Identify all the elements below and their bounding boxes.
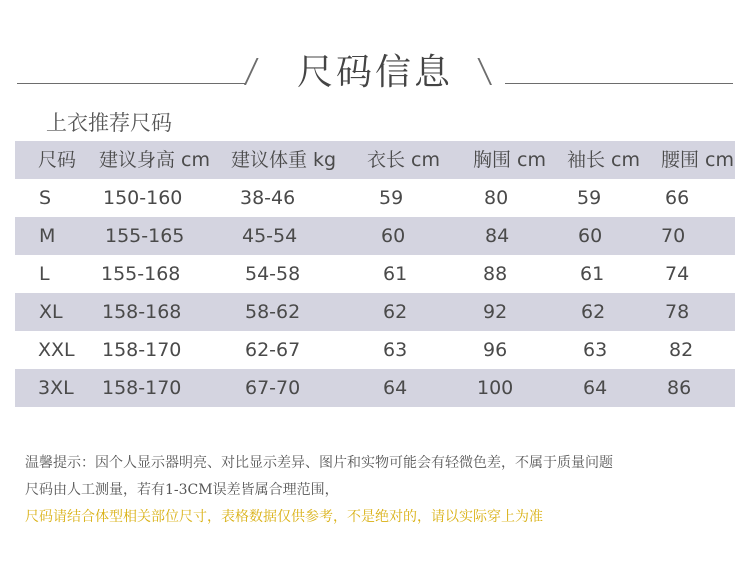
- header-divider-right: [505, 83, 733, 84]
- cell-length: 64: [383, 377, 408, 399]
- cell-length: 60: [381, 225, 406, 247]
- cell-waist: 74: [665, 263, 690, 285]
- cell-chest: 96: [483, 339, 508, 361]
- header-size: 尺码: [38, 149, 77, 171]
- size-table: [15, 141, 735, 407]
- cell-weight: 38-46: [240, 187, 296, 209]
- cell-height: 155-165: [105, 225, 185, 247]
- header-chest: 胸围 cm: [473, 149, 546, 171]
- note-measurement: 尺码由人工测量，若有1-3CM误差皆属合理范围，: [25, 482, 339, 498]
- header-length: 衣长 cm: [367, 149, 440, 171]
- cell-weight: 45-54: [242, 225, 298, 247]
- cell-height: 150-160: [103, 187, 183, 209]
- cell-sleeve: 60: [578, 225, 603, 247]
- header-height: 建议身高 cm: [99, 149, 210, 171]
- note-disclaimer: 温馨提示：因个人显示器明亮、对比显示差异、图片和实物可能会有轻微色差，不属于质量问题: [25, 455, 613, 471]
- cell-chest: 100: [477, 377, 514, 399]
- table-row: [15, 293, 735, 331]
- cell-weight: 62-67: [245, 339, 301, 361]
- table-row: [15, 369, 735, 407]
- table-row: [15, 255, 735, 293]
- table-row: [15, 217, 735, 255]
- cell-sleeve: 64: [583, 377, 608, 399]
- table-header-row: [15, 141, 735, 179]
- cell-chest: 92: [483, 301, 508, 323]
- cell-height: 158-170: [102, 339, 182, 361]
- cell-length: 59: [379, 187, 404, 209]
- cell-chest: 88: [483, 263, 508, 285]
- header-weight: 建议体重 kg: [231, 149, 337, 171]
- cell-length: 61: [383, 263, 408, 285]
- cell-length: 62: [383, 301, 408, 323]
- cell-weight: 58-62: [245, 301, 301, 323]
- cell-waist: 66: [665, 187, 690, 209]
- cell-waist: 70: [661, 225, 686, 247]
- cell-height: 158-168: [102, 301, 182, 323]
- cell-sleeve: 59: [577, 187, 602, 209]
- cell-waist: 86: [667, 377, 692, 399]
- cell-sleeve: 61: [580, 263, 605, 285]
- cell-weight: 54-58: [245, 263, 301, 285]
- section-title: 上衣推荐尺码: [46, 111, 172, 135]
- cell-chest: 80: [484, 187, 509, 209]
- cell-size: L: [39, 263, 50, 285]
- cell-size: S: [39, 187, 52, 209]
- cell-size: M: [39, 225, 56, 247]
- table-row: [15, 179, 735, 217]
- cell-length: 63: [383, 339, 408, 361]
- cell-chest: 84: [485, 225, 510, 247]
- header-waist: 腰围 cm: [661, 149, 734, 171]
- cell-size: XXL: [38, 339, 75, 361]
- page-title: 尺码信息: [296, 52, 453, 93]
- header-sleeve: 袖长 cm: [567, 149, 640, 171]
- cell-waist: 78: [665, 301, 690, 323]
- cell-sleeve: 62: [581, 301, 606, 323]
- cell-weight: 67-70: [245, 377, 301, 399]
- cell-sleeve: 63: [583, 339, 608, 361]
- cell-height: 158-170: [102, 377, 182, 399]
- cell-size: XL: [39, 301, 63, 323]
- notes-block: [25, 450, 735, 531]
- cell-waist: 82: [669, 339, 694, 361]
- table-row: [15, 331, 735, 369]
- cell-height: 155-168: [101, 263, 181, 285]
- cell-size: 3XL: [38, 377, 74, 399]
- note-reference: 尺码请结合体型相关部位尺寸，表格数据仅供参考，不是绝对的，请以实际穿上为准: [25, 509, 543, 525]
